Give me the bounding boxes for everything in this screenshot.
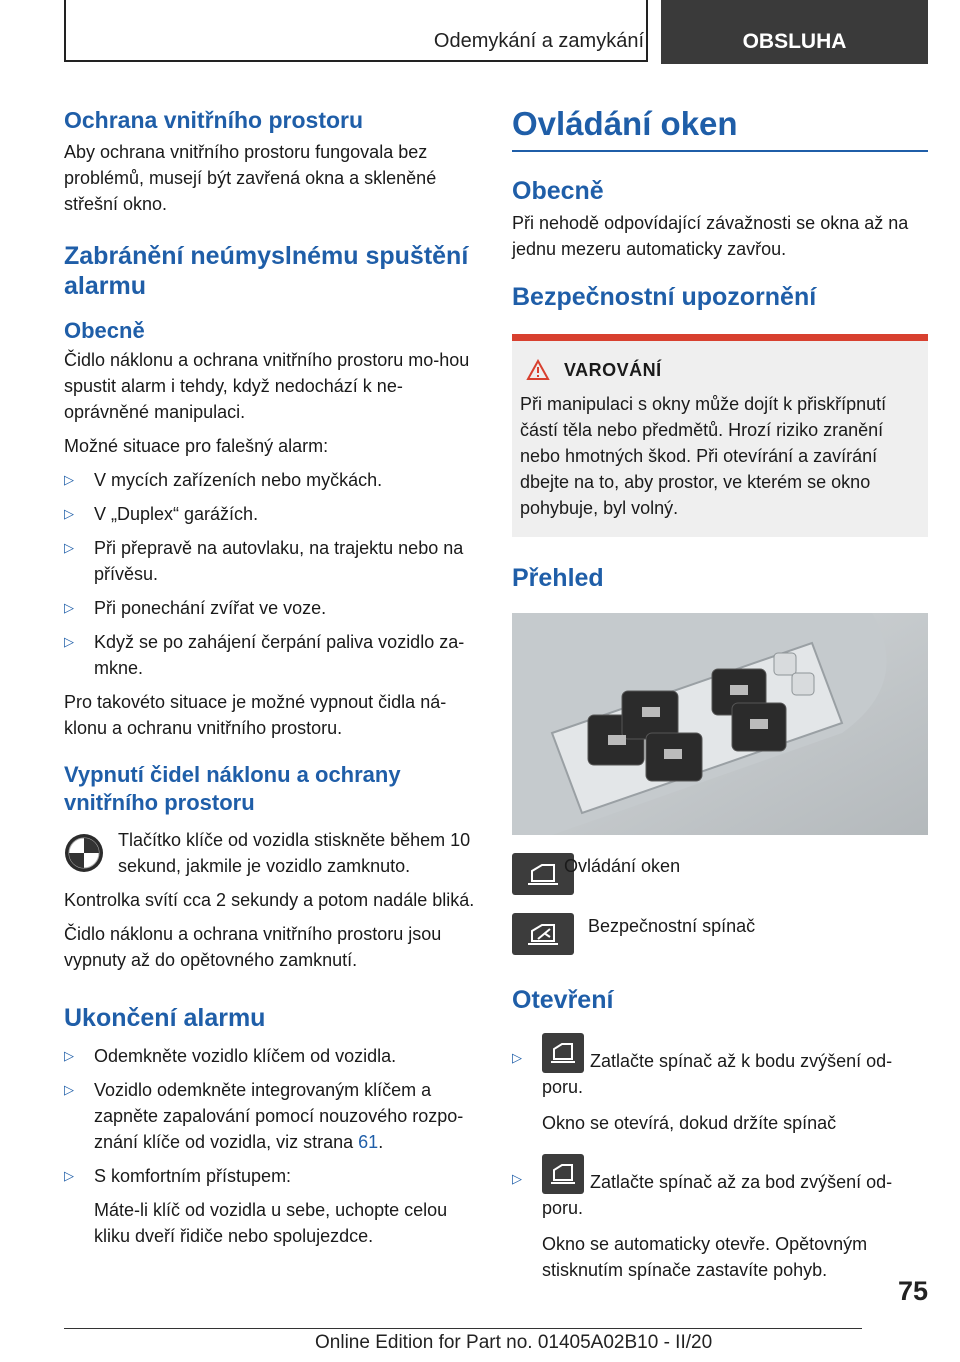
text-vypnuty: Čidlo náklonu a ochrana vnitřního prostoru jsou vypnuty až do opětovného zamknutí. — [64, 924, 442, 970]
bullet-triangle-icon: ▷ — [64, 1082, 74, 1097]
warning-header — [520, 359, 920, 381]
bullet-triangle-icon: ▷ — [64, 506, 74, 521]
left-column — [64, 100, 480, 1249]
list-item: ▷ Při přepravě na autovlaku, na trajektu nebo na přívěsu. — [64, 535, 480, 587]
list-item: ▷ Když se po zahájení čerpání paliva vozidlo za-mkne. — [64, 629, 480, 681]
heading-rule — [512, 150, 928, 152]
text-takove: Pro takovéto situace je možné vypnout čidla ná-klonu a ochranu vnitřního prostoru. — [64, 692, 447, 738]
safety-switch-icon — [512, 913, 574, 955]
heading-bezpecnost: Bezpečnostní upozornění — [512, 283, 817, 311]
window-switch-icon — [542, 1154, 584, 1194]
list-item: ▷ Vozidlo odemkněte integrovaným klíčem a zapněte zapalování pomocí nouzového rozpo-znání klíče od vozidla, viz strana 61. — [64, 1077, 480, 1155]
page-link[interactable]: 61 — [358, 1132, 379, 1152]
open-steps-list — [512, 1033, 928, 1283]
footer-text: Online Edition for Part no. 01405A02B10 - II/20 — [315, 1332, 713, 1353]
warning-box — [512, 334, 928, 537]
warning-triangle-icon — [526, 359, 550, 381]
warning-text: Při manipulaci s okny může dojít k přiskřípnutí částí těla nebo předmětů. Hrozí riziko zranění nebo hmotných škod. Při otevírání a zavírání dbejte na to, aby prostor, ve kterém se okno pohybuje, byl volný. — [520, 394, 887, 518]
list-item: ▷ Při ponechání zvířat ve voze. — [64, 595, 480, 621]
section-tab: OBSLUHA — [661, 0, 928, 64]
false-alarm-list — [64, 467, 480, 681]
heading-obecne-right: Obecně — [512, 177, 604, 205]
text-ochrana: Aby ochrana vnitřního prostoru fungovala bez problémů, musejí být zavřená okna a skleněné střešní okno. — [64, 142, 437, 214]
key-button-note — [64, 827, 480, 879]
bullet-triangle-icon: ▷ — [64, 600, 74, 615]
heading-ovladani: Ovládání oken — [512, 105, 738, 142]
footer-rule — [64, 1328, 862, 1329]
list-item: ▷ V mycích zařízeních nebo myčkách. — [64, 467, 480, 493]
legend-label-2: Bezpečnostní spínač — [588, 916, 756, 936]
chapter-title: Odemykání a zamykání — [433, 30, 644, 52]
window-switch-photo — [512, 613, 928, 835]
list-item-sub: Máte-li klíč od vozidla u sebe, uchopte celou kliku dveří řidiče nebo spolujezdce. — [94, 1200, 448, 1246]
list-item: ▷ Zatlačte spínač až k bodu zvýšení od-poru. Okno se otevírá, dokud držíte spínač — [512, 1033, 928, 1136]
heading-prehled: Přehled — [512, 564, 604, 592]
alarm-stop-list — [64, 1043, 480, 1249]
legend-safety-switch — [512, 913, 928, 955]
right-column — [512, 100, 928, 1283]
list-item: ▷ V „Duplex“ garážích. — [64, 501, 480, 527]
bmw-logo-icon — [64, 833, 104, 873]
bullet-triangle-icon: ▷ — [64, 1048, 74, 1063]
heading-zabraneni: Zabránění neúmyslnému spuštění alarmu — [64, 242, 469, 300]
list-item-sub: Okno se otevírá, dokud držíte spínač — [542, 1113, 837, 1133]
page-header — [64, 0, 928, 64]
heading-ochrana: Ochrana vnitřního prostoru — [64, 107, 364, 133]
bullet-triangle-icon: ▷ — [512, 1050, 522, 1065]
legend-label-1: Ovládání oken — [564, 856, 681, 876]
bullet-triangle-icon: ▷ — [64, 540, 74, 555]
heading-otevreni: Otevření — [512, 986, 614, 1014]
list-item: ▷ Zatlačte spínač až za bod zvýšení od-poru. Okno se automaticky otevře. Opětovným stisknutím spínače zastavíte pohyb. — [512, 1154, 928, 1283]
legend-window-control — [512, 853, 928, 895]
heading-ukonceni: Ukončení alarmu — [64, 1004, 266, 1032]
list-item: ▷ Odemkněte vozidlo klíčem od vozidla. — [64, 1043, 480, 1069]
list-item-sub: Okno se automaticky otevře. Opětovným stisknutím spínače zastavíte pohyb. — [542, 1234, 868, 1280]
text-kontrolka: Kontrolka svítí cca 2 sekundy a potom nadále bliká. — [64, 890, 475, 910]
window-switch-icon — [542, 1033, 584, 1073]
bullet-triangle-icon: ▷ — [64, 634, 74, 649]
warning-title: VAROVÁNÍ — [564, 359, 662, 380]
text-mozne: Možné situace pro falešný alarm: — [64, 436, 329, 456]
list-item: ▷ S komfortním přístupem: Máte-li klíč od vozidla u sebe, uchopte celou kliku dveří řidiče nebo spolujezdce. — [64, 1163, 480, 1249]
text-obecne-right: Při nehodě odpovídající závažnosti se okna až na jednu mezeru automaticky zavřou. — [512, 213, 909, 259]
heading-vypnuti: Vypnutí čidel náklonu a ochrany vnitřního prostoru — [64, 762, 401, 815]
page-number: 75 — [897, 1276, 928, 1306]
bullet-triangle-icon: ▷ — [512, 1171, 522, 1186]
text-tlacitko: Tlačítko klíče od vozidla stiskněte během 10 sekund, jakmile je vozidlo zamknuto. — [118, 830, 471, 876]
bullet-triangle-icon: ▷ — [64, 472, 74, 487]
text-cidlo: Čidlo náklonu a ochrana vnitřního prostoru mo-hou spustit alarm i tehdy, když nedochází k ne-oprávněné manipulaci. — [64, 350, 470, 422]
heading-obecne-left: Obecně — [64, 318, 145, 343]
bullet-triangle-icon: ▷ — [64, 1168, 74, 1183]
